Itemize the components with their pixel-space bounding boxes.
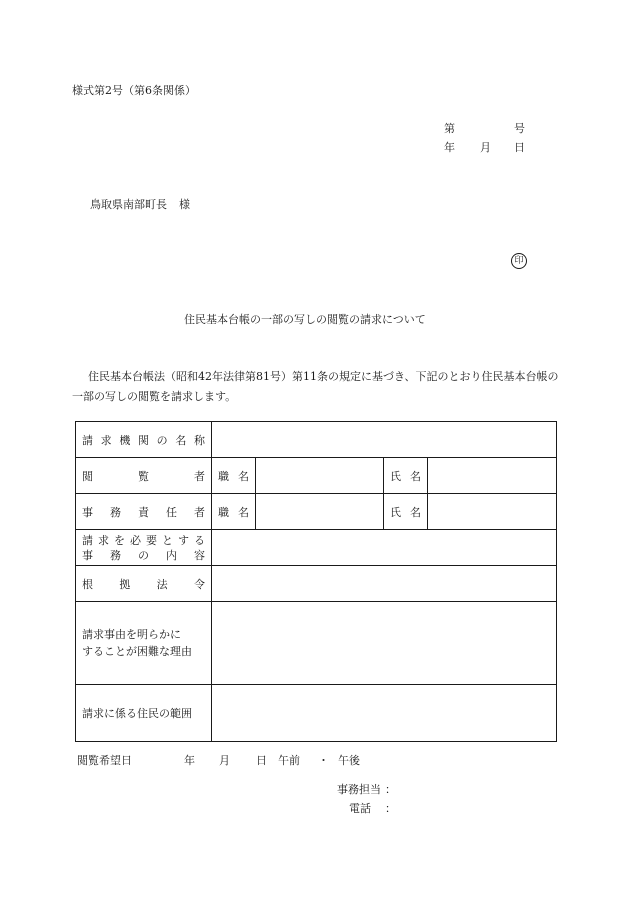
responsible-position-label: 職名 <box>212 494 256 530</box>
table-row <box>76 422 557 458</box>
phone-colon: ： <box>385 802 396 815</box>
viewer-name-field[interactable] <box>428 458 557 494</box>
date-year-label: 年 <box>444 141 455 154</box>
purpose-label-line2: 事務の内容 <box>82 548 205 562</box>
addressee-name: 鳥取県南部町長 <box>90 198 167 211</box>
staff-label: 事務担当 <box>337 783 381 796</box>
table-row <box>76 685 557 742</box>
staff-contact <box>337 783 396 797</box>
staff-colon: ： <box>385 783 396 796</box>
visit-year-label: 年 <box>184 754 195 767</box>
reason-label <box>76 602 212 685</box>
viewer-position-label: 職名 <box>212 458 256 494</box>
seal-mark: 印 <box>511 253 527 269</box>
scope-label: 請求に係る住民の範囲 <box>76 685 212 742</box>
phone-contact <box>349 802 396 816</box>
table-row <box>76 458 557 494</box>
table-row <box>76 494 557 530</box>
document-title: 住民基本台帳の一部の写しの閲覧の請求について <box>184 313 426 326</box>
viewer-label: 閲覧者 <box>76 458 212 494</box>
reason-field[interactable] <box>212 602 557 685</box>
visit-separator: ・ <box>318 754 329 767</box>
visit-pm-option: 午後 <box>338 754 360 767</box>
purpose-label-line1: 請求を必要とする <box>82 533 205 547</box>
table-row <box>76 566 557 602</box>
reason-label-line2: することが困難な理由 <box>82 645 192 658</box>
addressee <box>90 198 190 212</box>
date-month-label: 月 <box>480 141 491 154</box>
responsible-person-label: 事務責任者 <box>76 494 212 530</box>
purpose-label <box>76 530 212 566</box>
legal-basis-label: 根拠法令 <box>76 566 212 602</box>
viewer-position-field[interactable] <box>256 458 384 494</box>
legal-basis-field[interactable] <box>212 566 557 602</box>
request-form-table <box>75 421 557 742</box>
table-row <box>76 602 557 685</box>
table-row <box>76 530 557 566</box>
visit-month-label: 月 <box>219 754 230 767</box>
form-number: 様式第2号（第6条関係） <box>72 84 196 97</box>
requesting-agency-field[interactable] <box>212 422 557 458</box>
reason-label-line1: 請求事由を明らかに <box>82 628 181 641</box>
visit-day-label: 日 <box>256 754 267 767</box>
addressee-honorific: 様 <box>179 198 190 211</box>
responsible-name-label: 氏名 <box>384 494 428 530</box>
doc-number-suffix: 号 <box>514 122 525 135</box>
visit-date-label: 閲覧希望日 <box>77 754 132 767</box>
responsible-name-field[interactable] <box>428 494 557 530</box>
viewer-name-label: 氏名 <box>384 458 428 494</box>
request-body-text: 住民基本台帳法（昭和42年法律第81号）第11条の規定に基づき、下記のとおり住民基本台帳の一部の写しの閲覧を請求します。 <box>72 370 559 403</box>
visit-am-option: 午前 <box>278 754 300 767</box>
date-day-label: 日 <box>514 141 525 154</box>
requesting-agency-label: 請求機関の名称 <box>76 422 212 458</box>
scope-field[interactable] <box>212 685 557 742</box>
purpose-field[interactable] <box>212 530 557 566</box>
phone-label: 電話 <box>349 802 371 815</box>
responsible-position-field[interactable] <box>256 494 384 530</box>
doc-number-prefix: 第 <box>444 122 455 135</box>
